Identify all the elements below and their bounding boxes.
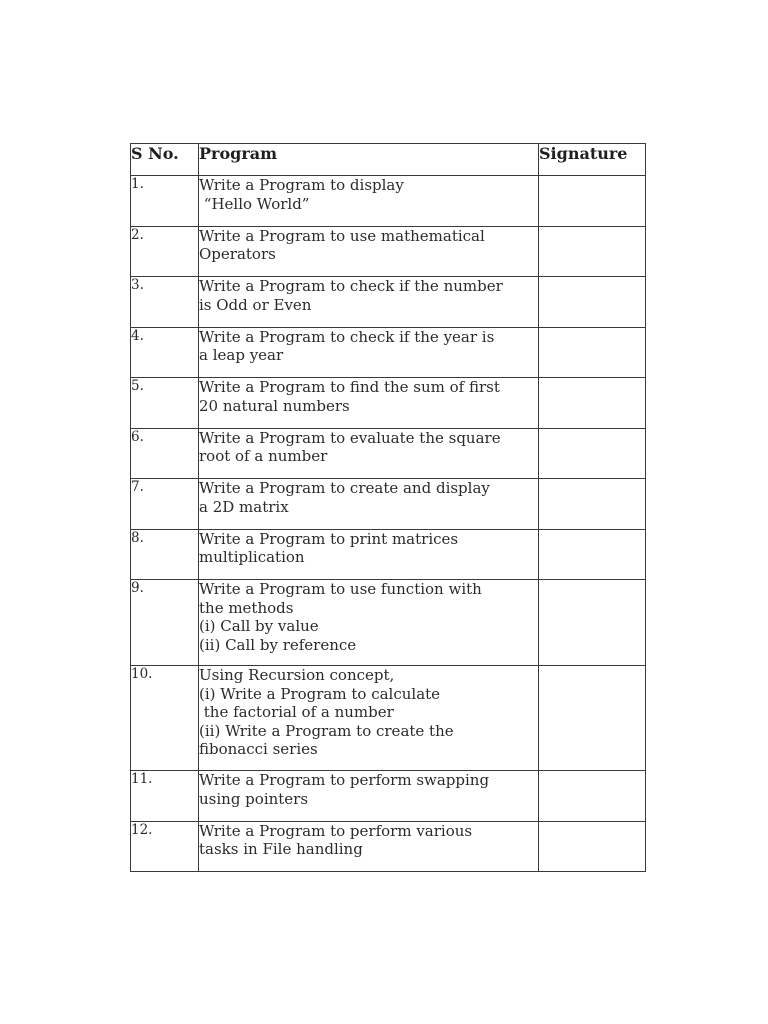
row-sno: 5. bbox=[131, 378, 199, 429]
row-program: Write a Program to find the sum of first 20 natural numbers bbox=[199, 378, 539, 429]
row-signature-cell bbox=[539, 666, 646, 771]
row-signature-cell bbox=[539, 378, 646, 429]
row-sno: 12. bbox=[131, 821, 199, 872]
table-row bbox=[131, 226, 646, 277]
row-signature-cell bbox=[539, 529, 646, 580]
row-signature-cell bbox=[539, 226, 646, 277]
table-row bbox=[131, 580, 646, 666]
table-row bbox=[131, 378, 646, 429]
row-signature-cell bbox=[539, 428, 646, 479]
row-program: Write a Program to create and display a 2D matrix bbox=[199, 479, 539, 530]
row-sno: 11. bbox=[131, 771, 199, 822]
table-row bbox=[131, 771, 646, 822]
row-sno: 6. bbox=[131, 428, 199, 479]
row-signature-cell bbox=[539, 479, 646, 530]
program-list-table bbox=[130, 143, 646, 872]
row-signature-cell bbox=[539, 277, 646, 328]
header-program: Program bbox=[199, 144, 539, 176]
row-sno: 10. bbox=[131, 666, 199, 771]
row-program: Write a Program to display “Hello World” bbox=[199, 176, 539, 227]
row-sno: 9. bbox=[131, 580, 199, 666]
row-program: Write a Program to check if the year is a leap year bbox=[199, 327, 539, 378]
table-row bbox=[131, 479, 646, 530]
row-program: Write a Program to check if the number is Odd or Even bbox=[199, 277, 539, 328]
table-row bbox=[131, 176, 646, 227]
row-sno: 3. bbox=[131, 277, 199, 328]
row-sno: 2. bbox=[131, 226, 199, 277]
row-sno: 4. bbox=[131, 327, 199, 378]
row-sno: 1. bbox=[131, 176, 199, 227]
table-row bbox=[131, 428, 646, 479]
row-signature-cell bbox=[539, 821, 646, 872]
row-program: Write a Program to perform various tasks in File handling bbox=[199, 821, 539, 872]
row-sno: 7. bbox=[131, 479, 199, 530]
table-row bbox=[131, 529, 646, 580]
row-program: Write a Program to use mathematical Operators bbox=[199, 226, 539, 277]
table-row bbox=[131, 327, 646, 378]
table-row bbox=[131, 821, 646, 872]
header-signature: Signature bbox=[539, 144, 646, 176]
row-program: Write a Program to use function with the methods (i) Call by value (ii) Call by reference bbox=[199, 580, 539, 666]
table-header-row bbox=[131, 144, 646, 176]
row-signature-cell bbox=[539, 327, 646, 378]
row-signature-cell bbox=[539, 176, 646, 227]
row-signature-cell bbox=[539, 771, 646, 822]
table-row bbox=[131, 666, 646, 771]
table-row bbox=[131, 277, 646, 328]
header-sno: S No. bbox=[131, 144, 199, 176]
row-program: Write a Program to perform swapping using pointers bbox=[199, 771, 539, 822]
row-program: Write a Program to print matrices multiplication bbox=[199, 529, 539, 580]
row-program: Write a Program to evaluate the square root of a number bbox=[199, 428, 539, 479]
row-signature-cell bbox=[539, 580, 646, 666]
row-program: Using Recursion concept, (i) Write a Program to calculate the factorial of a number (ii) Write a Program to create the fibonacci series bbox=[199, 666, 539, 771]
row-sno: 8. bbox=[131, 529, 199, 580]
